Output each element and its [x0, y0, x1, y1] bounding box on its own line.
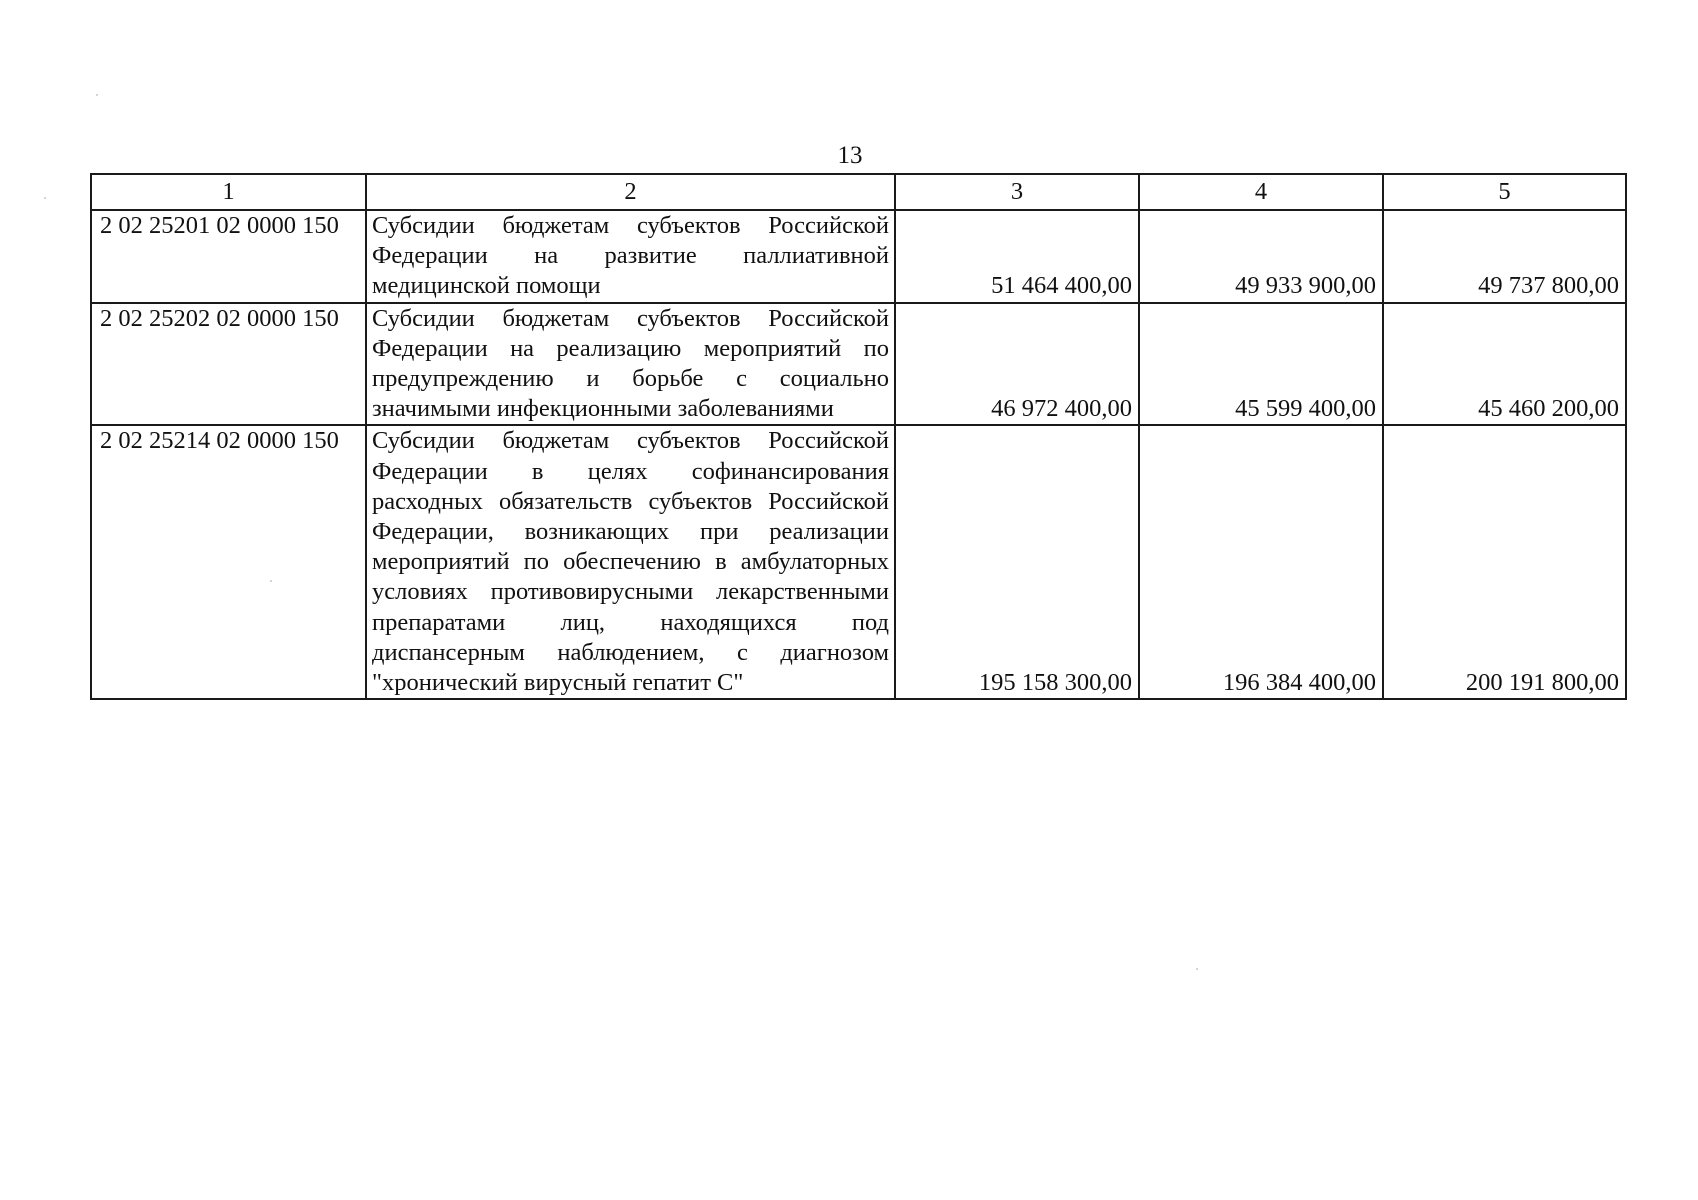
description-cell: Субсидии бюджетам субъектов Российской Федерации на реализацию мероприятий по предупреждению и борьбе с социально значимыми инфекционными заболеваниями	[366, 303, 895, 426]
header-cell-5: 5	[1383, 174, 1626, 210]
scan-speck	[96, 94, 98, 96]
budget-code-cell: 2 02 25202 02 0000 150	[91, 303, 366, 426]
description-cell: Субсидии бюджетам субъектов Российской Федерации в целях софинансирования расходных обязательств субъектов Российской Федерации, возникающих при реализации мероприятий по обеспечению в амбулаторных условиях противовирусными лекарственными препаратами лиц, находящихся под диспансерным наблюдением, с диагнозом "хронический вирусный гепатит С"	[366, 425, 895, 699]
amount-col3-cell: 46 972 400,00	[895, 303, 1139, 426]
table-header-row	[91, 174, 1626, 210]
table-row	[91, 210, 1626, 303]
budget-code-cell: 2 02 25201 02 0000 150	[91, 210, 366, 303]
scan-speck	[270, 580, 272, 582]
amount-col5-cell: 200 191 800,00	[1383, 425, 1626, 699]
scan-speck	[44, 197, 46, 199]
table-row	[91, 425, 1626, 699]
description-cell: Субсидии бюджетам субъектов Российской Федерации на развитие паллиативной медицинской помощи	[366, 210, 895, 303]
amount-col3-cell: 195 158 300,00	[895, 425, 1139, 699]
table-row	[91, 303, 1626, 426]
amount-col3-cell: 51 464 400,00	[895, 210, 1139, 303]
amount-col5-cell: 49 737 800,00	[1383, 210, 1626, 303]
amount-col4-cell: 45 599 400,00	[1139, 303, 1383, 426]
amount-col4-cell: 49 933 900,00	[1139, 210, 1383, 303]
header-cell-4: 4	[1139, 174, 1383, 210]
header-cell-1: 1	[91, 174, 366, 210]
amount-col4-cell: 196 384 400,00	[1139, 425, 1383, 699]
page-number: 13	[837, 142, 863, 169]
header-cell-2: 2	[366, 174, 895, 210]
header-cell-3: 3	[895, 174, 1139, 210]
scan-speck	[1196, 968, 1198, 970]
budget-table	[90, 173, 1627, 700]
amount-col5-cell: 45 460 200,00	[1383, 303, 1626, 426]
budget-code-cell: 2 02 25214 02 0000 150	[91, 425, 366, 699]
